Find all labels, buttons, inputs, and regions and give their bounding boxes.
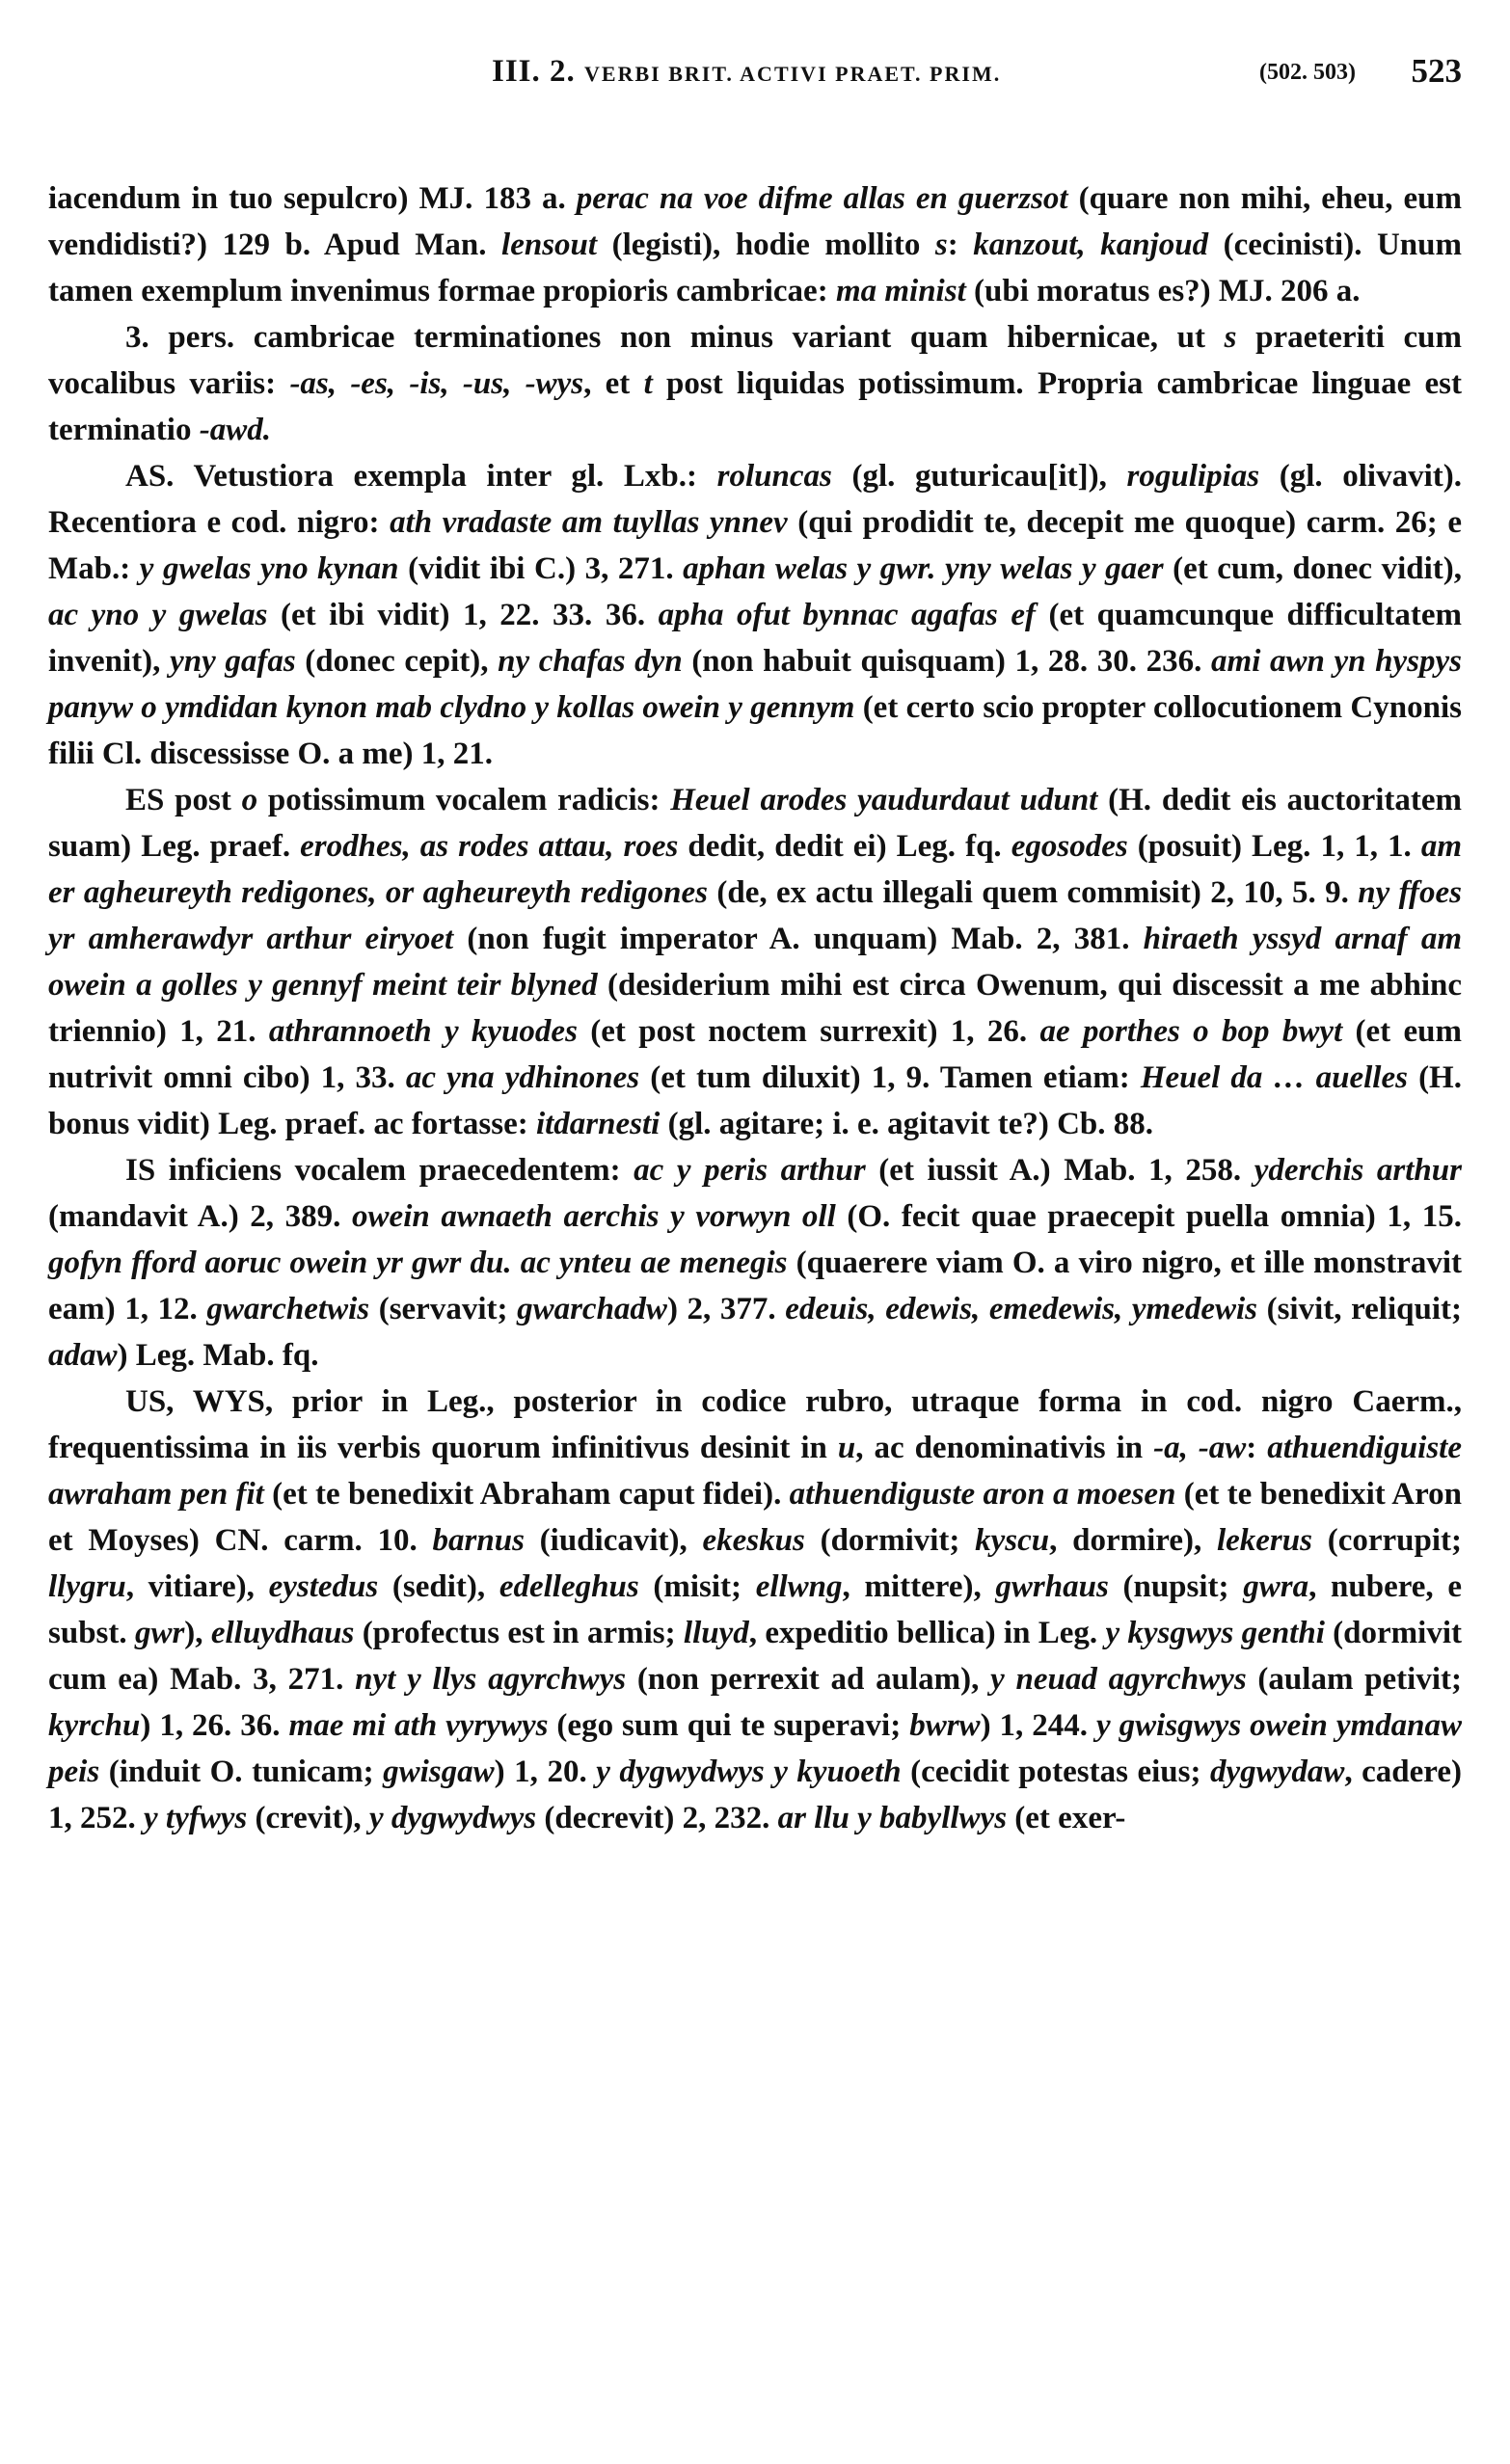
- text-run: (et post noctem surrexit) 1, 26.: [577, 1014, 1040, 1049]
- cited-form: ar llu y babyllwys: [777, 1801, 1008, 1835]
- cited-form: gwra: [1243, 1569, 1309, 1604]
- text-run: (dormivit;: [804, 1523, 976, 1558]
- text-run: (non perrexit ad aulam),: [626, 1662, 991, 1697]
- cited-form: ekeskus: [702, 1523, 805, 1558]
- cited-form: egosodes: [1011, 829, 1128, 864]
- text-run: AS. Vetustiora exempla inter gl. Lxb.:: [125, 459, 717, 494]
- text-run: ) 1, 20.: [494, 1754, 597, 1789]
- text-run: (H. bonus vidit) Leg. praef. ac fortasse:: [48, 1060, 1462, 1141]
- text-run: (de, ex actu illegali quem commisit) 2, 10, 5. 9.: [708, 875, 1359, 910]
- paragraph-p1: [48, 175, 1462, 314]
- cited-form: erodhes, as rodes attau, roes: [300, 829, 679, 864]
- text-run: (sivit, reliquit;: [1257, 1292, 1462, 1326]
- text-run: ) Leg. Mab. fq.: [117, 1338, 319, 1373]
- cited-form: -as, -es, -is, -us, -wys: [289, 366, 584, 401]
- text-run: (quaerere viam O. a viro nigro, et ille monstravit eam) 1, 12.: [48, 1245, 1462, 1326]
- text-run: (cecinisti). Unum tamen exemplum invenimus formae propioris cambricae:: [48, 228, 1462, 308]
- cited-form: yderchis arthur: [1254, 1153, 1462, 1188]
- text-run: (et certo scio propter collocutionem Cynonis filii Cl. discessisse O. a me) 1, 21.: [48, 690, 1462, 771]
- text-run: , ac denominativis in: [855, 1431, 1154, 1465]
- text-run: (decrevit) 2, 232.: [536, 1801, 778, 1835]
- text-run: post liquidas potissimum. Propria cambricae linguae est terminatio: [48, 366, 1463, 447]
- text-run: potissimum vocalem radicis:: [257, 783, 671, 817]
- page-number: 523: [1411, 52, 1462, 90]
- cited-form: gwrhaus: [995, 1569, 1109, 1604]
- paragraph-p6: [48, 1379, 1462, 1841]
- cited-form: ac yno y gwelas: [48, 598, 268, 632]
- cited-form: itdarnesti: [535, 1107, 661, 1141]
- cited-form: gwarchetwis: [206, 1292, 370, 1326]
- text-run: (et iussit A.) Mab. 1, 258.: [865, 1153, 1254, 1188]
- text-run: (legisti), hodie mollito: [597, 228, 935, 262]
- text-run: ES post: [125, 783, 242, 817]
- text-run: , vitiare),: [125, 1569, 269, 1604]
- text-run: (et te benedixit Aron et Moyses) CN. carm. 10.: [48, 1477, 1462, 1558]
- text-run: (gl. agitare; i. e. agitavit te?) Cb. 88.: [660, 1107, 1154, 1141]
- text-run: (H. dedit eis auctoritatem suam) Leg. praef.: [48, 783, 1462, 864]
- cited-form: ac y peris arthur: [634, 1153, 866, 1188]
- text-run: , dormire),: [1049, 1523, 1217, 1558]
- cited-form: Heuel da … auelles: [1140, 1060, 1408, 1095]
- cited-form: y kysgwys genthi: [1105, 1616, 1325, 1650]
- cited-form: ellwng: [755, 1569, 843, 1604]
- cited-form: owein awnaeth aerchis y vorwyn oll: [352, 1199, 836, 1234]
- text-run: (dormivit cum ea) Mab. 3, 271.: [48, 1616, 1462, 1697]
- cited-form: ae porthes o bop bwyt: [1039, 1014, 1343, 1049]
- cited-form: y tyfwys: [144, 1801, 248, 1835]
- cited-form: gwarchadw: [517, 1292, 667, 1326]
- text-run: (gl. guturicau[it]),: [831, 459, 1127, 494]
- text-run: (quare non mihi, eheu, eum vendidisti?) 129 b. Apud Man.: [48, 181, 1463, 262]
- text-run: dedit, dedit ei) Leg. fq.: [678, 829, 1011, 864]
- text-run: (ubi moratus es?) MJ. 206 a.: [965, 274, 1361, 308]
- cited-form: athuendiguste aron a moesen: [789, 1477, 1176, 1512]
- cited-form: o: [241, 783, 258, 817]
- text-run: (ego sum qui te superavi;: [548, 1708, 910, 1743]
- cited-form: kanzout, kanjoud: [973, 228, 1209, 262]
- text-run: ) 2, 377.: [666, 1292, 786, 1326]
- text-run: (et quamcunque difficultatem invenit),: [48, 598, 1462, 679]
- chapter-title: VERBI BRIT. ACTIVI PRAET. PRIM.: [584, 62, 1002, 86]
- text-run: (vidit ibi C.) 3, 271.: [398, 551, 684, 586]
- cited-form: adaw: [48, 1338, 118, 1373]
- text-run: (et tum diluxit) 1, 9. Tamen etiam:: [639, 1060, 1141, 1095]
- cited-form: yny gafas: [170, 644, 296, 679]
- cited-form: kyrchu: [48, 1708, 141, 1743]
- text-body: [48, 175, 1462, 1841]
- text-run: (profectus est in armis;: [354, 1616, 684, 1650]
- cited-form: -awd.: [199, 413, 271, 447]
- cited-form: nyt y llys agyrchwys: [355, 1662, 627, 1697]
- cited-form: edelleghus: [499, 1569, 639, 1604]
- paragraph-p2: [48, 314, 1462, 453]
- cited-form: bwrw: [909, 1708, 981, 1743]
- text-run: (mandavit A.) 2, 389.: [48, 1199, 353, 1234]
- cited-form: ac yna ydhinones: [405, 1060, 640, 1095]
- cited-form: rogulipias: [1126, 459, 1260, 494]
- cited-form: hiraeth yssyd arnaf am owein a golles y gennyf meint teir blyned: [48, 922, 1462, 1003]
- cited-form: gwisgaw: [383, 1754, 495, 1789]
- cited-form: ami awn yn hyspys panyw o ymdidan kynon mab clydno y kollas owein y gennym: [48, 644, 1462, 725]
- text-run: (servavit;: [369, 1292, 518, 1326]
- cited-form: ath vradaste am tuyllas ynnev: [390, 505, 788, 540]
- paragraph-p5: [48, 1147, 1462, 1379]
- cited-form: t: [643, 366, 653, 401]
- text-run: :: [1246, 1431, 1268, 1465]
- text-run: (et cum, donec vidit),: [1163, 551, 1463, 586]
- cited-form: am er agheureyth redigones, or agheureyth redigones: [48, 829, 1463, 910]
- cited-form: athuendiguiste awraham pen fit: [48, 1431, 1462, 1512]
- cited-form: ma minist: [835, 274, 966, 308]
- cited-form: gofyn fford aoruc owein yr gwr du. ac ynteu ae menegis: [48, 1245, 788, 1280]
- cited-form: apha ofut bynnac agafas ef: [658, 598, 1036, 632]
- text-run: (et te benedixit Abraham caput fidei).: [263, 1477, 790, 1512]
- text-run: , mittere),: [842, 1569, 996, 1604]
- text-run: (et eum nutrivit omni cibo) 1, 33.: [48, 1014, 1463, 1095]
- text-run: (posuit) Leg. 1, 1, 1.: [1127, 829, 1421, 864]
- cited-form: perac na voe difme allas en guerzsot: [576, 181, 1068, 216]
- text-run: (non habuit quisquam) 1, 28. 30. 236.: [682, 644, 1212, 679]
- cited-form: elluydhaus: [210, 1616, 355, 1650]
- text-run: , expeditio bellica) in Leg.: [748, 1616, 1106, 1650]
- paragraph-p3: [48, 453, 1462, 777]
- text-run: (crevit),: [247, 1801, 369, 1835]
- text-run: (desiderium mihi est circa Owenum, qui discessit a me abhinc triennio) 1, 21.: [48, 968, 1463, 1049]
- text-run: ),: [184, 1616, 211, 1650]
- cited-form: ny ffoes yr amherawdyr arthur eiryoet: [48, 875, 1463, 956]
- text-run: (gl. olivavit). Recentiora e cod. nigro:: [48, 459, 1463, 540]
- cited-form: lekerus: [1216, 1523, 1312, 1558]
- text-run: (induit O. tunicam;: [99, 1754, 384, 1789]
- text-run: US, WYS, prior in Leg., posterior in codice rubro, utraque forma in cod. nigro Caerm., frequentissima in iis verbis quorum infinitivus desinit in: [48, 1384, 1462, 1465]
- text-run: (aulam petivit;: [1246, 1662, 1462, 1697]
- text-run: (et ibi vidit) 1, 22. 33. 36.: [267, 598, 659, 632]
- text-run: , nubere, e subst.: [48, 1569, 1462, 1650]
- text-run: (donec cepit),: [295, 644, 499, 679]
- cited-form: kyscu: [975, 1523, 1050, 1558]
- text-run: (corrupit;: [1311, 1523, 1462, 1558]
- cited-form: y neuad agyrchwys: [990, 1662, 1247, 1697]
- text-run: praeteriti cum vocalibus variis:: [48, 320, 1462, 401]
- cited-form: lensout: [501, 228, 598, 262]
- text-run: 3. pers. cambricae terminationes non minus variant quam hibernicae, ut: [125, 320, 1225, 355]
- cited-form: s: [1224, 320, 1237, 355]
- text-run: (non fugit imperator A. unquam) Mab. 2, 381.: [453, 922, 1144, 956]
- cited-form: s: [934, 228, 948, 262]
- cited-form: y gwelas yno kynan: [139, 551, 399, 586]
- text-run: (iudicavit),: [524, 1523, 703, 1558]
- text-run: , et: [583, 366, 644, 401]
- cited-form: -a, -aw: [1153, 1431, 1247, 1465]
- text-run: IS inficiens vocalem praecedentem:: [125, 1153, 634, 1188]
- text-run: (sedit),: [378, 1569, 499, 1604]
- section-number: III. 2.: [492, 54, 576, 89]
- cited-form: llygru: [48, 1569, 126, 1604]
- text-run: (nupsit;: [1108, 1569, 1244, 1604]
- text-run: iacendum in tuo sepulcro) MJ. 183 a.: [48, 181, 577, 216]
- text-run: (misit;: [638, 1569, 756, 1604]
- cited-form: barnus: [432, 1523, 525, 1558]
- text-run: (et exer-: [1007, 1801, 1126, 1835]
- running-head-title: [492, 54, 1001, 90]
- text-run: :: [947, 228, 974, 262]
- cited-form: edeuis, edewis, emedewis, ymedewis: [785, 1292, 1257, 1326]
- cited-form: roluncas: [716, 459, 832, 494]
- cited-form: y dygwydwys: [368, 1801, 537, 1835]
- cited-form: lluyd: [683, 1616, 749, 1650]
- text-run: ) 1, 244.: [980, 1708, 1097, 1743]
- text-run: (cecidit potestas eius;: [901, 1754, 1211, 1789]
- cited-form: dygwydaw: [1210, 1754, 1345, 1789]
- cited-form: ny chafas dyn: [498, 644, 683, 679]
- text-run: , cadere) 1, 252.: [48, 1754, 1462, 1835]
- cited-form: y gwisgwys owein ymdanaw peis: [48, 1708, 1462, 1789]
- cited-form: athrannoeth y kyuodes: [268, 1014, 578, 1049]
- cited-form: mae mi ath vyrywys: [288, 1708, 549, 1743]
- text-run: ) 1, 26. 36.: [140, 1708, 289, 1743]
- cited-form: aphan welas y gwr. yny welas y gaer: [683, 551, 1164, 586]
- paragraph-reference: (502. 503): [1259, 60, 1356, 85]
- running-head: [48, 48, 1462, 96]
- paragraph-p4: [48, 777, 1462, 1147]
- cited-form: y dygwydwys y kyuoeth: [596, 1754, 902, 1789]
- cited-form: eystedus: [268, 1569, 379, 1604]
- cited-form: u: [837, 1431, 856, 1465]
- text-run: (qui prodidit te, decepit me quoque) carm. 26; e Mab.:: [48, 505, 1462, 586]
- cited-form: Heuel arodes yaudurdaut udunt: [670, 783, 1098, 817]
- cited-form: gwr: [134, 1616, 185, 1650]
- text-run: (O. fecit quae praecepit puella omnia) 1, 15.: [835, 1199, 1462, 1234]
